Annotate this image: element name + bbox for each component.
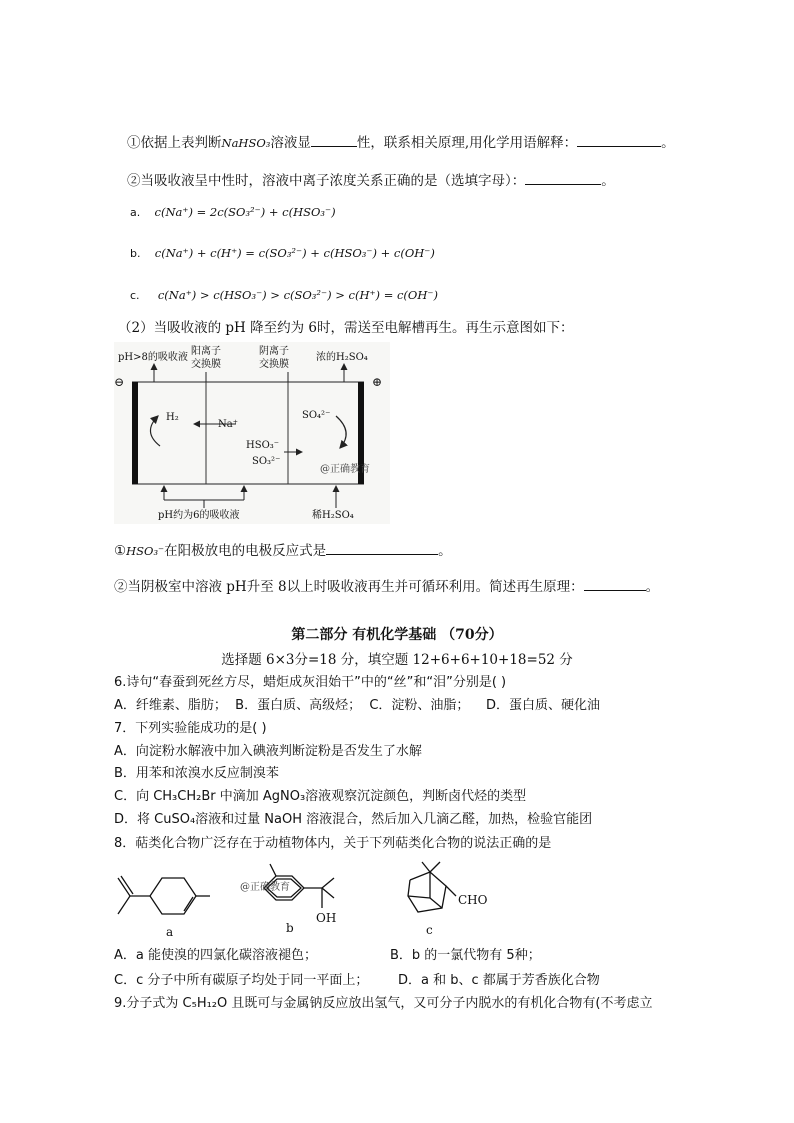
q1-line1-prefix: ①依据上表判断 — [127, 135, 222, 151]
q8-option-b: B．b 的一氯代物有 5种； — [390, 948, 541, 963]
aldehyde-label: CHO — [458, 893, 488, 907]
label-so3-ion: SO₃²⁻ — [252, 456, 281, 467]
label-cation-membrane-2: 交换膜 — [191, 359, 221, 370]
q6-options: A．纤维素、脂肪； B．蛋白质、高级烃； C．淀粉、油脂； D．蛋白质、硬化油 — [114, 698, 600, 713]
electrolysis-diagram — [114, 342, 390, 524]
q6-stem: 6.诗句“春蚕到死丝方尽，蜡炬成灰泪始干”中的“丝”和“泪”分别是( ) — [114, 675, 507, 690]
molecule-a-label: a — [166, 925, 174, 939]
watermark: @正确教育 — [240, 882, 290, 893]
option-formula: c(Na⁺) > c(HSO₃⁻) > c(SO₃²⁻) > c(H⁺) = c(OH⁻) — [157, 288, 438, 302]
q2-line2 — [114, 576, 659, 597]
q7-option-d: D．将 CuSO₄溶液和过量 NaOH 溶液混合，然后加入几滴乙醛，加热，检验官能团 — [114, 812, 593, 827]
q1-option-c — [130, 285, 438, 306]
label-hso3-ion: HSO₃⁻ — [246, 440, 280, 451]
molecule-c-structure — [408, 862, 456, 912]
minus-sign-icon: ⊖ — [114, 375, 125, 389]
part2-subtitle: 选择题 6×3分=18 分，填空题 12+6+6+10+18=52 分 — [221, 652, 573, 668]
cathode-plate — [132, 382, 138, 484]
q2-line1 — [114, 540, 452, 561]
q1-option-a — [130, 202, 336, 223]
hydroxyl-label: OH — [316, 911, 337, 925]
q2-intro: （2）当吸收液的 pH 降至约为 6时，需送至电解槽再生。再生示意图如下： — [118, 320, 574, 336]
period: 。 — [601, 173, 615, 189]
q2-line1-prefix: ① — [114, 543, 127, 559]
label-concentrated-h2so4: 浓的H₂SO₄ — [316, 352, 368, 363]
option-formula: c(Na⁺) + c(H⁺) = c(SO₃²⁻) + c(HSO₃⁻) + c(OH⁻) — [154, 246, 435, 260]
q7-option-b: B．用苯和浓溴水反应制溴苯 — [114, 766, 279, 781]
period: 。 — [661, 135, 675, 151]
option-label: c. — [130, 289, 140, 302]
q7-option-a: A．向淀粉水解液中加入碘液判断淀粉是否发生了水解 — [114, 744, 422, 759]
option-formula: c(Na⁺) = 2c(SO₃²⁻) + c(HSO₃⁻) — [154, 205, 336, 219]
q1-line1-mid: 溶液显 — [270, 135, 311, 151]
answer-blank[interactable] — [311, 132, 357, 147]
option-label: a. — [130, 206, 141, 219]
watermark: @正确教育 — [320, 464, 370, 475]
option-label: b. — [130, 247, 141, 260]
q1-line2 — [127, 170, 615, 191]
plus-sign-icon: ⊕ — [372, 375, 383, 389]
q2-line2-text: ②当阴极室中溶液 pH升至 8以上时吸收液再生并可循环利用。简述再生原理： — [114, 579, 584, 595]
answer-blank[interactable] — [525, 170, 601, 185]
q1-line1 — [127, 132, 675, 153]
answer-blank[interactable] — [326, 540, 438, 555]
answer-blank[interactable] — [577, 132, 661, 147]
molecule-c-label: c — [426, 923, 433, 937]
label-anion-membrane-1: 阴离子 — [259, 346, 289, 357]
q1-line1-mid2: 性，联系相关原理,用化学用语解释： — [356, 135, 578, 151]
q1-line2-text: ②当吸收液呈中性时，溶液中离子浓度关系正确的是（选填字母）： — [127, 173, 526, 189]
q2-line1-text: 在阳极放电的电极反应式是 — [164, 543, 327, 559]
q7-option-c: C．向 CH₃CH₂Br 中滴加 AgNO₃溶液观察沉淀颜色，判断卤代烃的类型 — [114, 789, 527, 804]
part2-title: 第二部分 有机化学基础 （70分） — [291, 627, 503, 643]
label-anion-membrane-2: 交换膜 — [259, 359, 289, 370]
period: 。 — [645, 579, 660, 595]
terpene-structures — [110, 860, 510, 942]
q7-stem: 7．下列实验能成功的是( ) — [114, 721, 267, 736]
label-na-ion: Na⁺ — [218, 419, 238, 430]
label-h2: H₂ — [166, 412, 179, 423]
nahso3-formula: NaHSO₃ — [221, 136, 271, 150]
q8-stem: 8．萜类化合物广泛存在于动植物体内，关于下列萜类化合物的说法正确的是 — [114, 836, 552, 851]
molecule-b-label: b — [286, 921, 294, 935]
q8-option-c: C．c 分子中所有碳原子均处于同一平面上； — [114, 973, 369, 988]
q9-stem: 9.分子式为 C₅H₁₂O 且既可与金属钠反应放出氢气，又可分子内脱水的有机化合物有(不考虑立 — [114, 996, 653, 1011]
label-so4-ion: SO₄²⁻ — [302, 410, 331, 421]
q8-option-a: A．a 能使溴的四氯化碳溶液褪色； — [114, 948, 317, 963]
period: 。 — [438, 543, 452, 559]
hso3-formula: HSO₃⁻ — [126, 544, 165, 558]
label-dilute-h2so4: 稀H₂SO₄ — [312, 510, 354, 521]
answer-blank[interactable] — [584, 576, 646, 591]
q1-option-b — [130, 243, 435, 264]
label-ph8-solution: pH>8的吸收液 — [118, 352, 188, 363]
label-ph6-solution: pH约为6的吸收液 — [158, 510, 240, 521]
label-cation-membrane-1: 阳离子 — [191, 346, 221, 357]
molecule-a-structure — [118, 876, 210, 914]
q8-option-d: D．a 和 b、c 都属于芳香族化合物 — [398, 973, 600, 988]
